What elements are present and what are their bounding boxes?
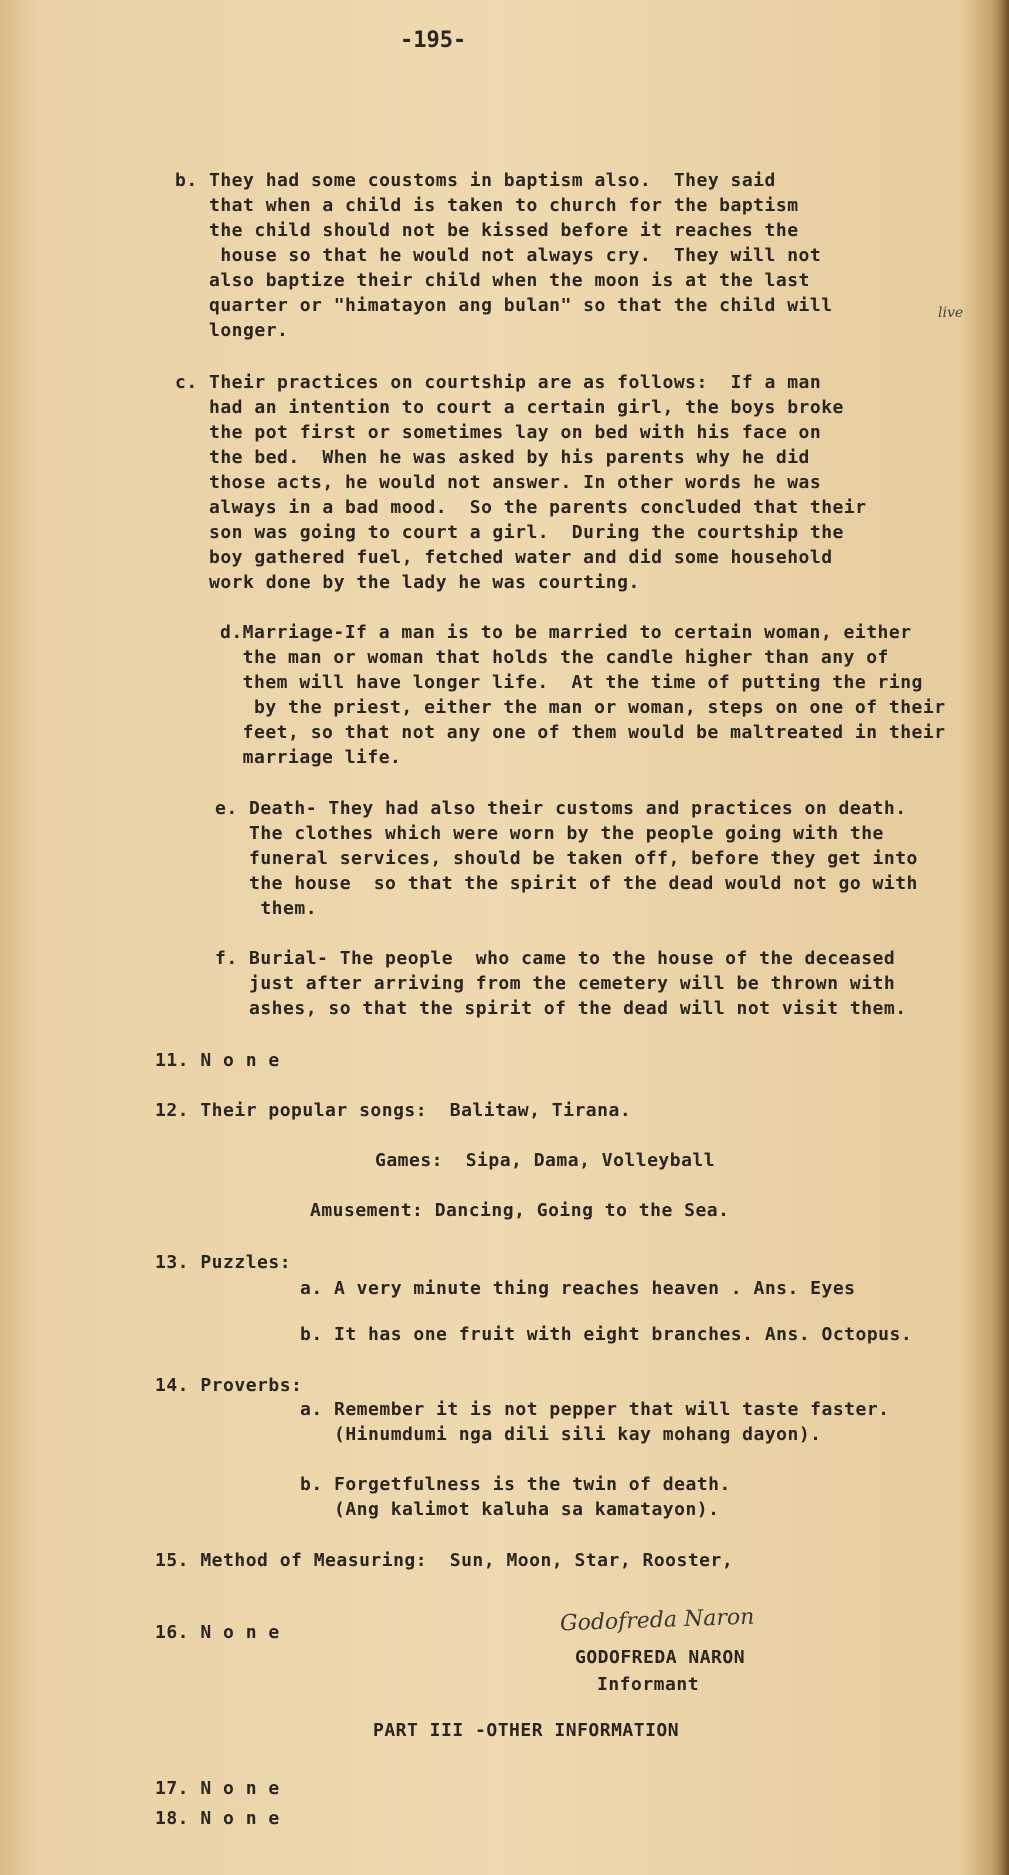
page-number: -195- bbox=[400, 28, 467, 53]
text-line: the bed. When he was asked by his parents why he did bbox=[175, 447, 810, 468]
text-line: boy gathered fuel, fetched water and did some household bbox=[175, 547, 833, 568]
text-line: marriage life. bbox=[220, 747, 402, 768]
text-line: also baptize their child when the moon is at the last bbox=[175, 270, 810, 291]
informant-name: GODOFREDA NARON bbox=[575, 1647, 746, 1668]
proverb-b-line-1: b. Forgetfulness is the twin of death. bbox=[300, 1474, 731, 1495]
text-line: feet, so that not any one of them would be maltreated in their bbox=[220, 722, 946, 743]
text-line: them. bbox=[215, 898, 318, 919]
amusement-line: Amusement: Dancing, Going to the Sea. bbox=[310, 1200, 730, 1221]
text-line: just after arriving from the cemetery will be thrown with bbox=[215, 973, 896, 994]
item-12: 12. Their popular songs: Balitaw, Tirana. bbox=[155, 1100, 632, 1121]
item-13: 13. Puzzles: bbox=[155, 1252, 292, 1273]
text-line: the pot first or sometimes lay on bed with his face on bbox=[175, 422, 822, 443]
informant-role: Informant bbox=[597, 1674, 700, 1695]
part-three-heading: PART III -OTHER INFORMATION bbox=[373, 1720, 680, 1741]
margin-note: live bbox=[938, 305, 964, 321]
text-line: those acts, he would not answer. In other words he was bbox=[175, 472, 822, 493]
text-line: The clothes which were worn by the people going with the bbox=[215, 823, 884, 844]
text-line: that when a child is taken to church for the baptism bbox=[175, 195, 799, 216]
text-line: the man or woman that holds the candle higher than any of bbox=[220, 647, 889, 668]
proverb-b-line-2: (Ang kalimot kaluha sa kamatayon). bbox=[300, 1499, 720, 1520]
text-line: son was going to court a girl. During the courtship the bbox=[175, 522, 844, 543]
puzzle-b: b. It has one fruit with eight branches. Ans. Octopus. bbox=[300, 1324, 913, 1345]
item-17: 17. N o n e bbox=[155, 1778, 280, 1799]
text-line: quarter or "himatayon ang bulan" so that the child will bbox=[175, 295, 833, 316]
item-16: 16. N o n e bbox=[155, 1622, 280, 1643]
proverb-a-line-1: a. Remember it is not pepper that will taste faster. bbox=[300, 1399, 890, 1420]
item-11: 11. N o n e bbox=[155, 1050, 280, 1071]
text-line: always in a bad mood. So the parents concluded that their bbox=[175, 497, 867, 518]
text-line: them will have longer life. At the time of putting the ring bbox=[220, 672, 923, 693]
item-18: 18. N o n e bbox=[155, 1808, 280, 1829]
handwritten-signature: Godofreda Naron bbox=[559, 1604, 755, 1637]
item-14: 14. Proverbs: bbox=[155, 1375, 303, 1396]
puzzle-a: a. A very minute thing reaches heaven . Ans. Eyes bbox=[300, 1278, 856, 1299]
text-line: c. Their practices on courtship are as follows: If a man bbox=[175, 372, 822, 393]
item-15: 15. Method of Measuring: Sun, Moon, Star, Rooster, bbox=[155, 1550, 734, 1571]
page-binding-edge bbox=[997, 0, 1009, 1875]
text-line: work done by the lady he was courting. bbox=[175, 572, 640, 593]
text-line: ashes, so that the spirit of the dead will not visit them. bbox=[215, 998, 907, 1019]
text-line: e. Death- They had also their customs and practices on death. bbox=[215, 798, 907, 819]
text-line: the child should not be kissed before it reaches the bbox=[175, 220, 799, 241]
text-line: house so that he would not always cry. They will not bbox=[175, 245, 822, 266]
games-line: Games: Sipa, Dama, Volleyball bbox=[375, 1150, 716, 1171]
text-line: the house so that the spirit of the dead would not go with bbox=[215, 873, 918, 894]
text-line: had an intention to court a certain girl, the boys broke bbox=[175, 397, 844, 418]
text-line: d.Marriage-If a man is to be married to certain woman, either bbox=[220, 622, 912, 643]
proverb-a-line-2: (Hinumdumi nga dili sili kay mohang dayon). bbox=[300, 1424, 822, 1445]
text-line: longer. bbox=[175, 320, 289, 341]
text-line: b. They had some coustoms in baptism also. They said bbox=[175, 170, 776, 191]
text-line: f. Burial- The people who came to the house of the deceased bbox=[215, 948, 896, 969]
text-line: funeral services, should be taken off, before they get into bbox=[215, 848, 918, 869]
text-line: by the priest, either the man or woman, steps on one of their bbox=[220, 697, 946, 718]
